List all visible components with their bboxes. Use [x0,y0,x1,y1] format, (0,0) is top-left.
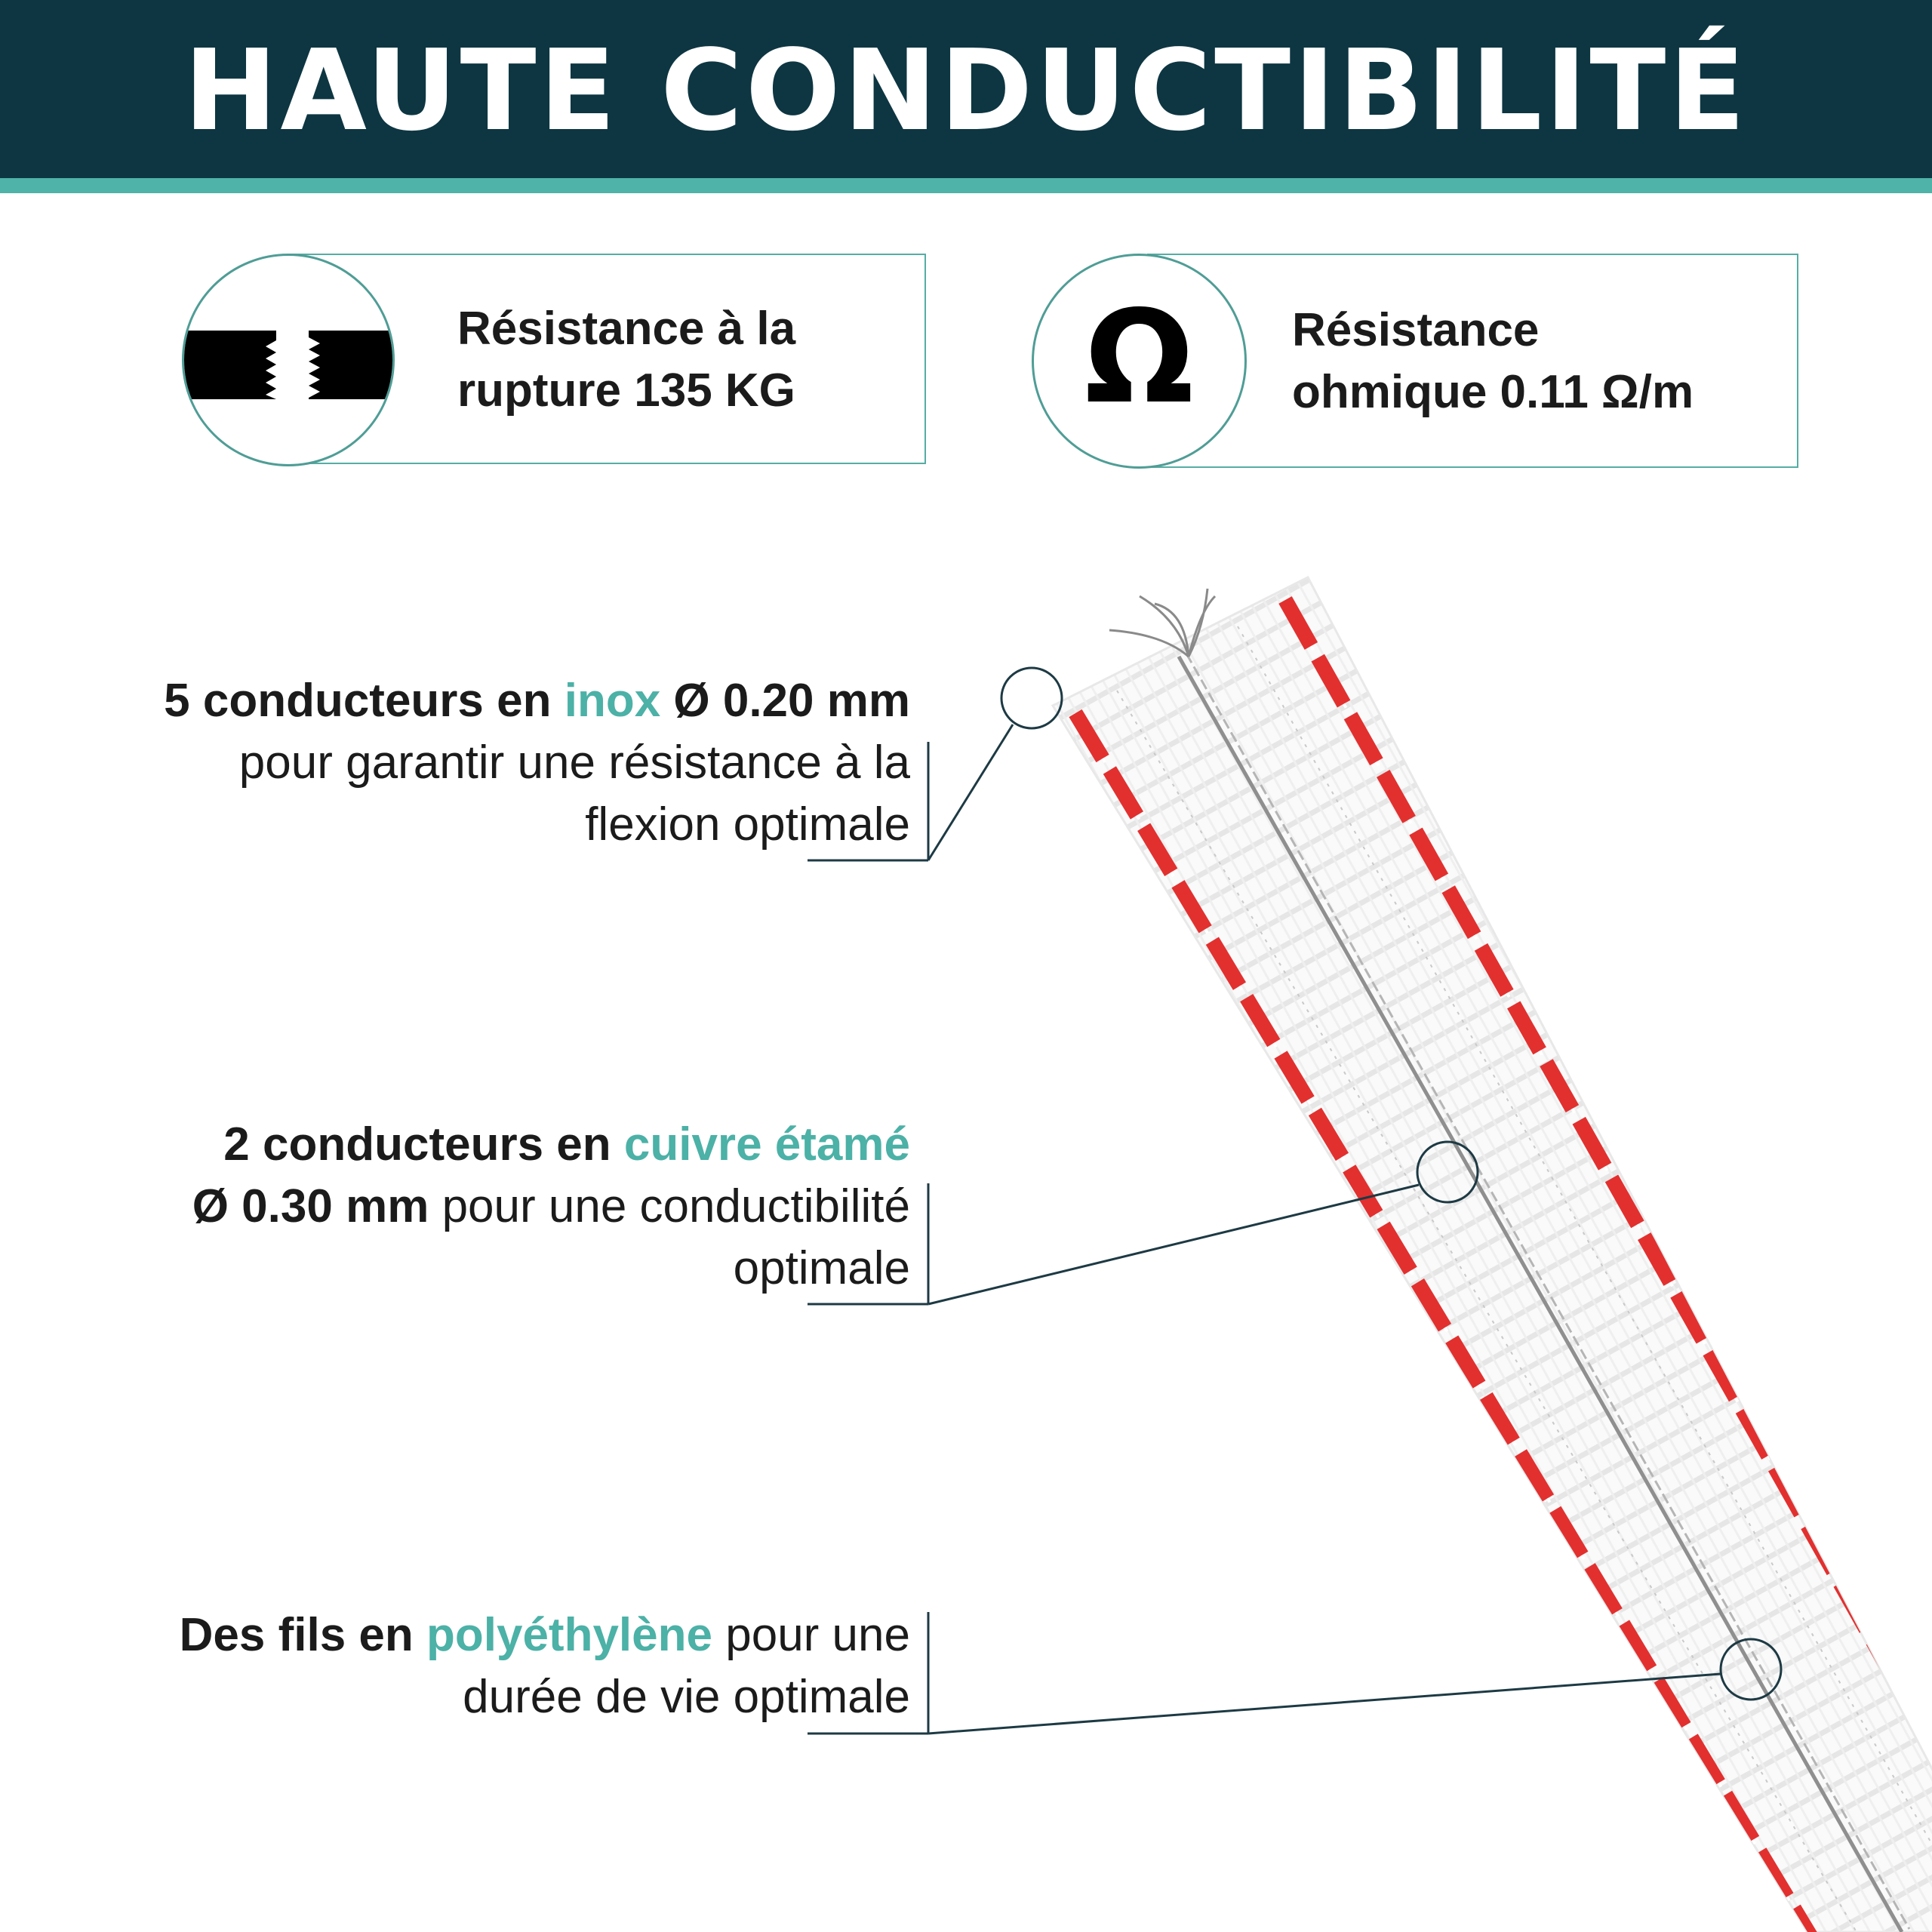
spec-line: ohmique 0.11 Ω/m [1292,366,1694,418]
feature-heading [20,1114,910,1176]
tape-body [1053,577,1932,1932]
feature-highlight: inox [564,675,661,727]
feature-heading-bold: Ø 0.30 mm [192,1180,429,1232]
feature-description: pour une [712,1609,910,1661]
spec-line: Résistance à la [457,303,796,355]
spec-line: Résistance [1292,304,1540,356]
page-title: HAUTE CONDUCTIBILITÉ [183,26,1749,155]
callout-marker-inox [1001,668,1062,728]
feature-heading-bold: 2 conducteurs en [223,1118,624,1171]
feature-highlight: polyéthylène [426,1609,712,1661]
feature-heading [20,670,910,732]
spec-line: rupture 135 KG [457,365,795,417]
feature-heading-bold: 5 conducteurs en [164,675,565,727]
feature-highlight: cuivre étamé [623,1118,910,1171]
feature-description: pour garantir une résistance à la [238,737,910,789]
feature-description: pour une conductibilité [429,1180,910,1232]
feature-heading-bold: Des fils en [179,1609,426,1661]
feature-description: flexion optimale [585,798,910,851]
feature-inox-conductors [20,670,910,856]
feature-polyethylene-threads [20,1604,910,1728]
feature-description: optimale [733,1242,910,1294]
feature-copper-conductors [20,1114,910,1300]
omega-icon: Ω [1084,283,1194,432]
feature-heading [20,1604,910,1666]
feature-line [20,1176,910,1238]
feature-description: durée de vie optimale [463,1671,910,1723]
feature-heading-bold: Ø 0.20 mm [660,675,910,727]
